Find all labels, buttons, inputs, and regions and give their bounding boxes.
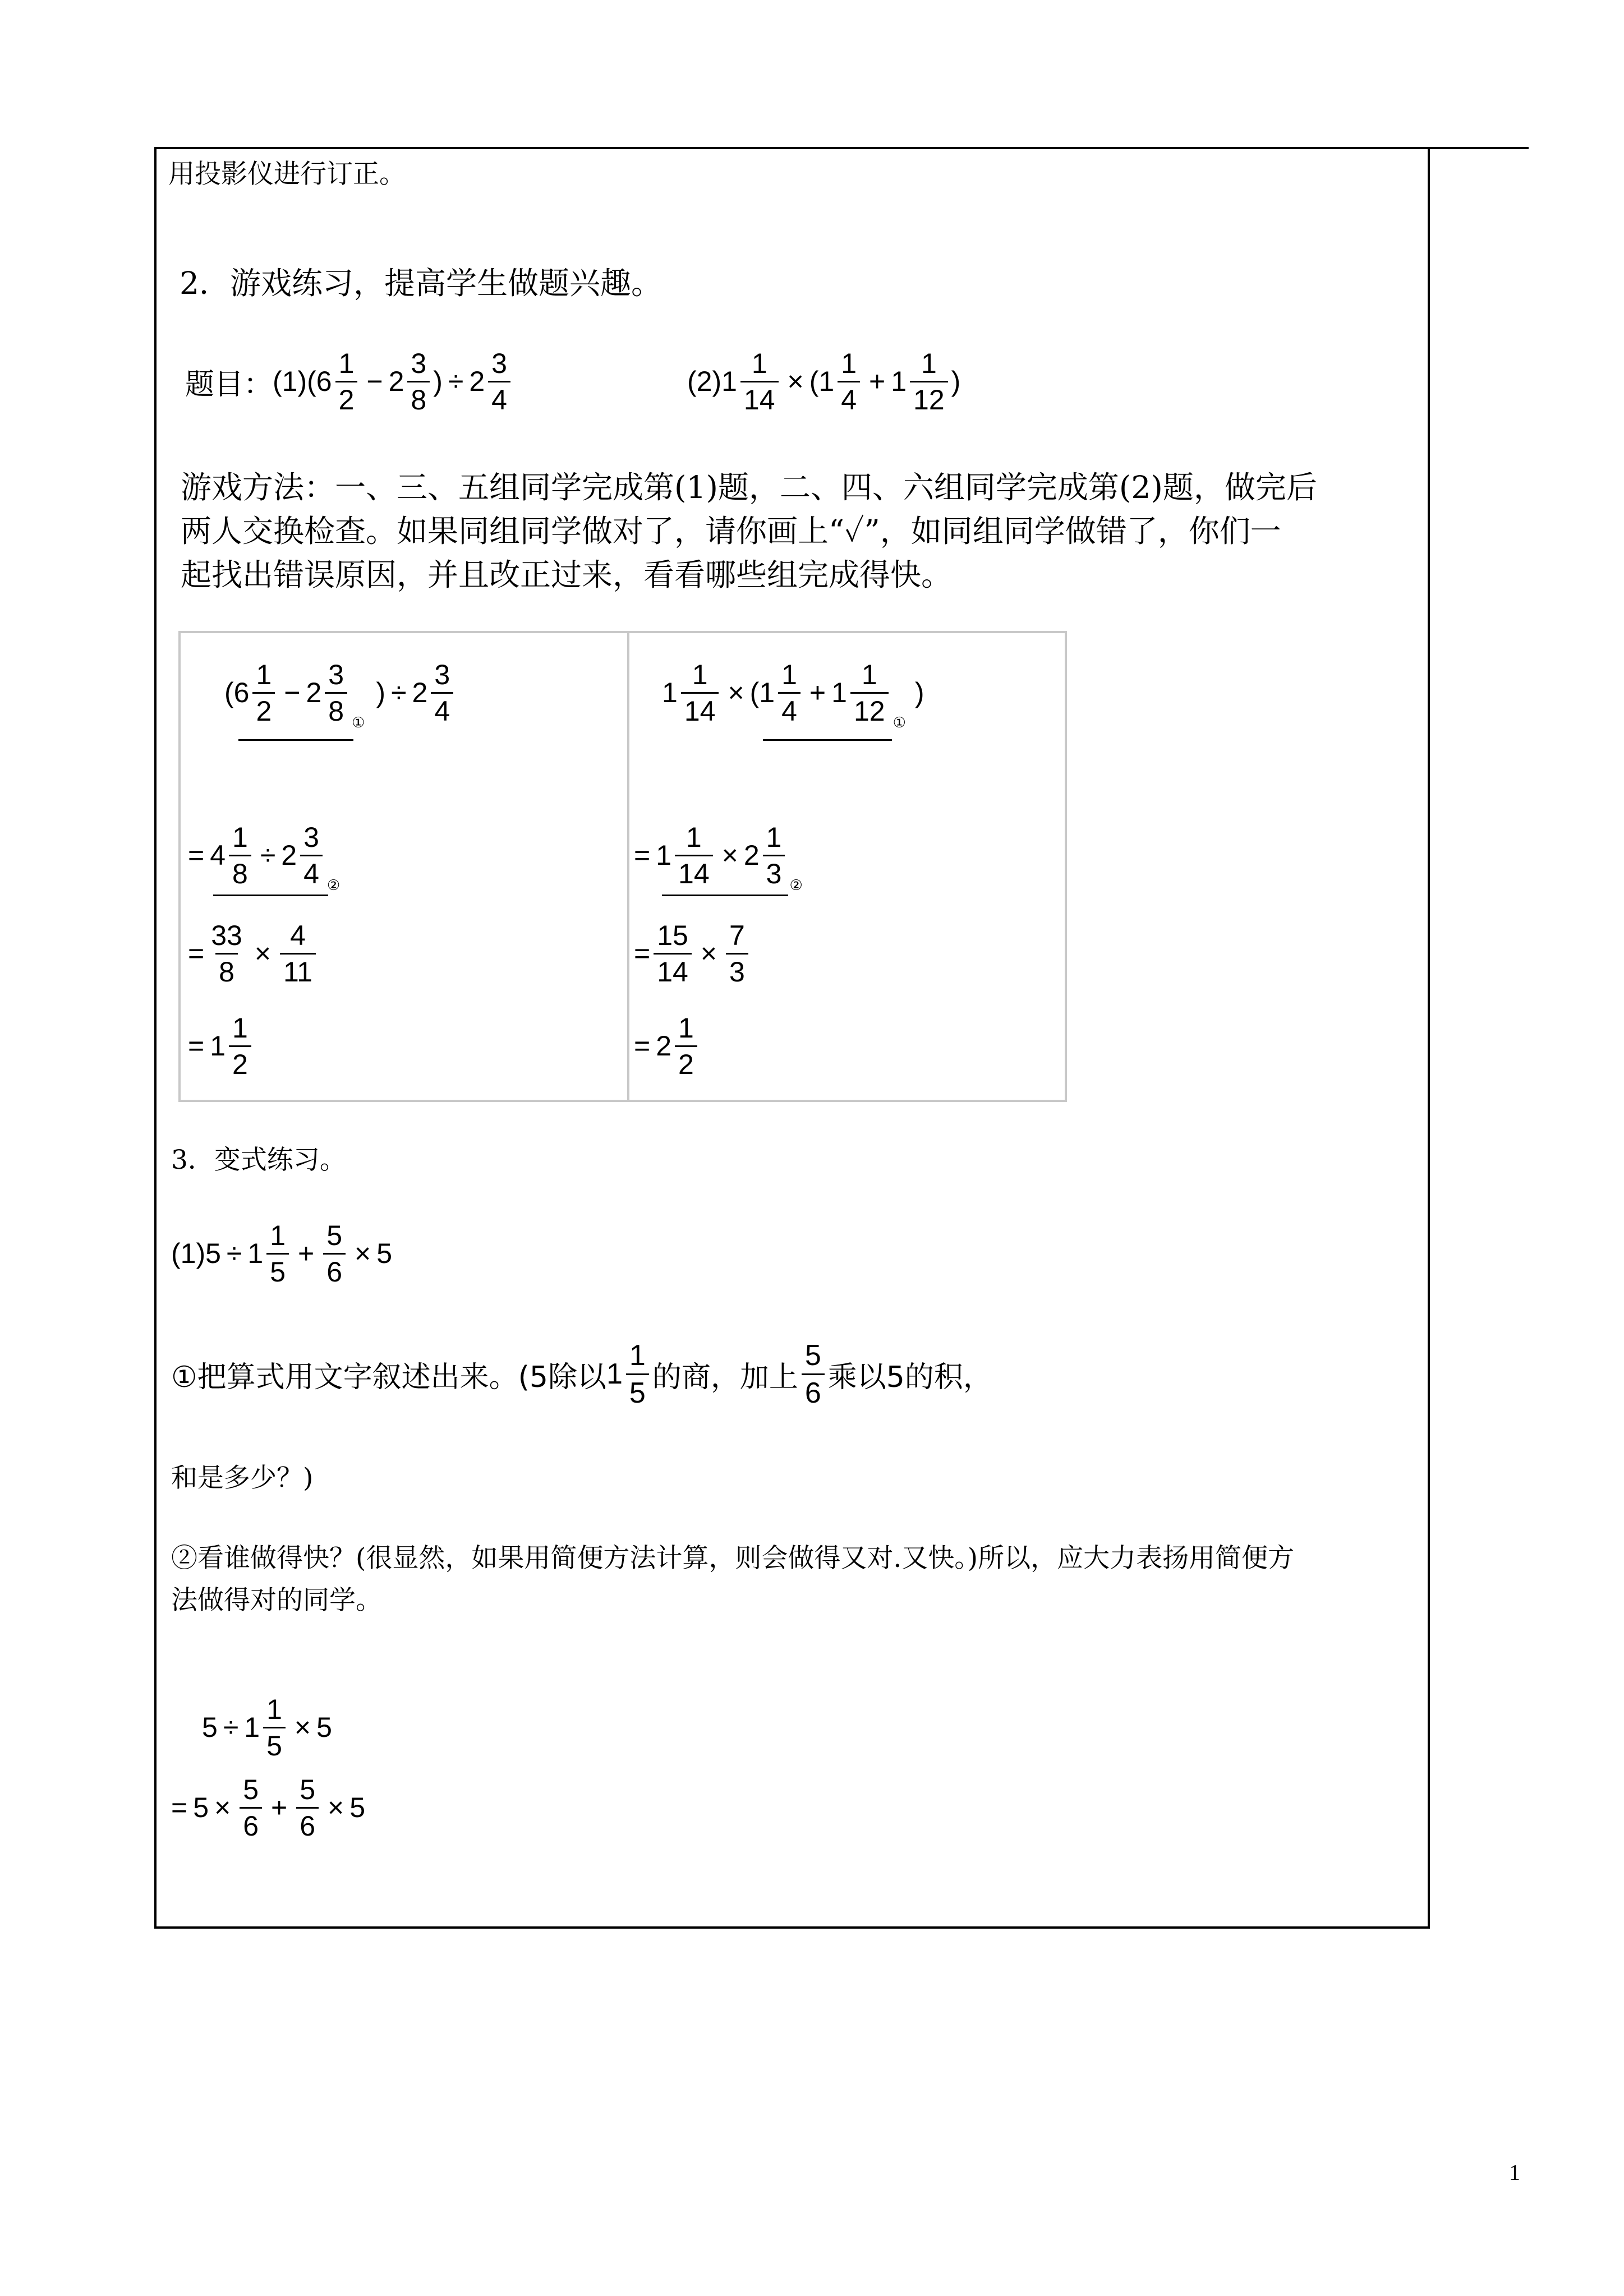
fraction: $\frac{1}{5}$ bbox=[263, 1695, 286, 1760]
fraction: $\frac{4}{11}$ bbox=[280, 921, 316, 986]
fraction: $\frac{5}{6}$ bbox=[802, 1341, 825, 1408]
problems-line: 题目： (1) ( 6 $\frac{1}{2}$ − 2 $\frac{3}{8}$ ) ÷ 2 $\frac{3}{4}$ bbox=[185, 339, 514, 423]
fraction: $\frac{1}{12}$ bbox=[850, 661, 889, 725]
left-step1: = 4 $\frac{1}{8}$ ÷ 2 $\frac{3}{4}$ ② bbox=[188, 821, 341, 893]
fraction: $\frac{1}{14}$ bbox=[681, 661, 719, 725]
right-step3: = 2 $\frac{1}{2}$ bbox=[634, 1004, 701, 1088]
step2-line-2: 法做得对的同学。 bbox=[171, 1585, 382, 1616]
fraction: $\frac{7}{3}$ bbox=[726, 921, 748, 986]
fraction: $\frac{5}{6}$ bbox=[240, 1776, 262, 1840]
p2-label: (2) bbox=[687, 366, 722, 397]
fraction: $\frac{1}{12}$ bbox=[910, 349, 948, 414]
fraction: $\frac{1}{5}$ bbox=[626, 1341, 649, 1408]
table-top-border bbox=[154, 147, 1529, 149]
calc-line-1: 5 ÷ 1 $\frac{1}{5}$ × 5 bbox=[202, 1693, 332, 1762]
fraction: $\frac{1}{5}$ bbox=[266, 1221, 289, 1286]
problem2: (2) 1 $\frac{1}{14}$ × ( 1 $\frac{1}{4}$ + 1 $\frac{1}{12}$ ) bbox=[687, 347, 961, 416]
table-left-border bbox=[154, 147, 157, 1929]
fraction: $\frac{1}{14}$ bbox=[675, 823, 713, 888]
right-step2: = $\frac{15}{14}$ × $\frac{7}{3}$ bbox=[634, 911, 752, 995]
fraction: $\frac{5}{6}$ bbox=[323, 1221, 346, 1286]
table-right-border bbox=[1428, 147, 1430, 1929]
fraction: $\frac{3}{4}$ bbox=[488, 349, 510, 414]
step1-line-2: 和是多少？) bbox=[171, 1463, 314, 1493]
projector-line: 用投影仪进行订正。 bbox=[168, 159, 406, 190]
fraction: $\frac{15}{14}$ bbox=[654, 921, 692, 986]
fraction: $\frac{3}{8}$ bbox=[325, 661, 347, 725]
fraction: $\frac{1}{2}$ bbox=[335, 349, 358, 414]
method-line-1: 游戏方法：一、三、五组同学完成第(1)题，二、四、六组同学完成第(2)题，做完后 bbox=[181, 469, 1317, 505]
step1-sentence: ①把算式用文字叙述出来。(5除以 1 $\frac{1}{5}$ 的商，加上 $\frac{5}{6}$ 乘以5的积， bbox=[171, 1339, 992, 1409]
fraction: $\frac{1}{2}$ bbox=[229, 1014, 251, 1078]
left-step0: ( 6 $\frac{1}{2}$ − 2 $\frac{3}{8}$ ① ) ÷ 2 $\frac{3}{4}$ bbox=[224, 651, 457, 735]
method-line-2: 两人交换检查。如果同组同学做对了，请你画上“✓”，如同组同学做错了，你们一 bbox=[181, 513, 1281, 549]
fraction: $\frac{3}{8}$ bbox=[407, 349, 430, 414]
left-step2: = $\frac{33}{8}$ × $\frac{4}{11}$ bbox=[188, 911, 319, 995]
calc-line-2: = 5 × $\frac{5}{6}$ + $\frac{5}{6}$ × 5 bbox=[171, 1773, 366, 1842]
fraction: $\frac{3}{4}$ bbox=[300, 823, 323, 888]
left-step3: = 1 $\frac{1}{2}$ bbox=[188, 1004, 255, 1088]
method-line-3: 起找出错误原因，并且改正过来，看看哪些组完成得快。 bbox=[181, 557, 953, 593]
right-step0: 1 $\frac{1}{14}$ × ( 1 $\frac{1}{4}$ + 1 $\frac{1}{12}$ ① ) bbox=[662, 658, 924, 731]
page-number: 1 bbox=[1509, 2160, 1520, 2185]
fraction: $\frac{1}{8}$ bbox=[229, 823, 251, 888]
table-bottom-border bbox=[154, 1926, 1430, 1929]
fraction: $\frac{1}{2}$ bbox=[675, 1014, 697, 1078]
underline bbox=[238, 739, 353, 741]
fraction: $\frac{3}{4}$ bbox=[431, 661, 453, 725]
section2-heading: 2．游戏练习，提高学生做题兴趣。 bbox=[180, 265, 662, 301]
fraction: $\frac{1}{2}$ bbox=[252, 661, 275, 725]
underline bbox=[662, 895, 788, 896]
fraction: $\frac{5}{6}$ bbox=[296, 1776, 319, 1840]
fraction: $\frac{1}{4}$ bbox=[838, 349, 860, 414]
step2-line-1: ②看谁做得快？(很显然，如果用简便方法计算，则会做得又对.又快。)所以，应大力表扬用简便方 bbox=[171, 1543, 1295, 1574]
right-step1: = 1 $\frac{1}{14}$ × 2 $\frac{1}{3}$ ② bbox=[634, 821, 803, 893]
underline bbox=[213, 895, 328, 896]
exercise1: (1) 5 ÷ 1 $\frac{1}{5}$ + $\frac{5}{6}$ × 5 bbox=[171, 1219, 393, 1288]
p1-label: (1) bbox=[273, 366, 307, 397]
section3-heading: 3．变式练习。 bbox=[171, 1145, 346, 1175]
underline bbox=[763, 739, 892, 741]
fraction: $\frac{1}{14}$ bbox=[740, 349, 779, 414]
game-table-divider bbox=[627, 631, 629, 1102]
problems-label: 题目： bbox=[185, 367, 273, 402]
fraction: $\frac{33}{8}$ bbox=[211, 919, 242, 988]
fraction: $\frac{1}{4}$ bbox=[778, 661, 801, 725]
fraction: $\frac{1}{3}$ bbox=[763, 823, 785, 888]
